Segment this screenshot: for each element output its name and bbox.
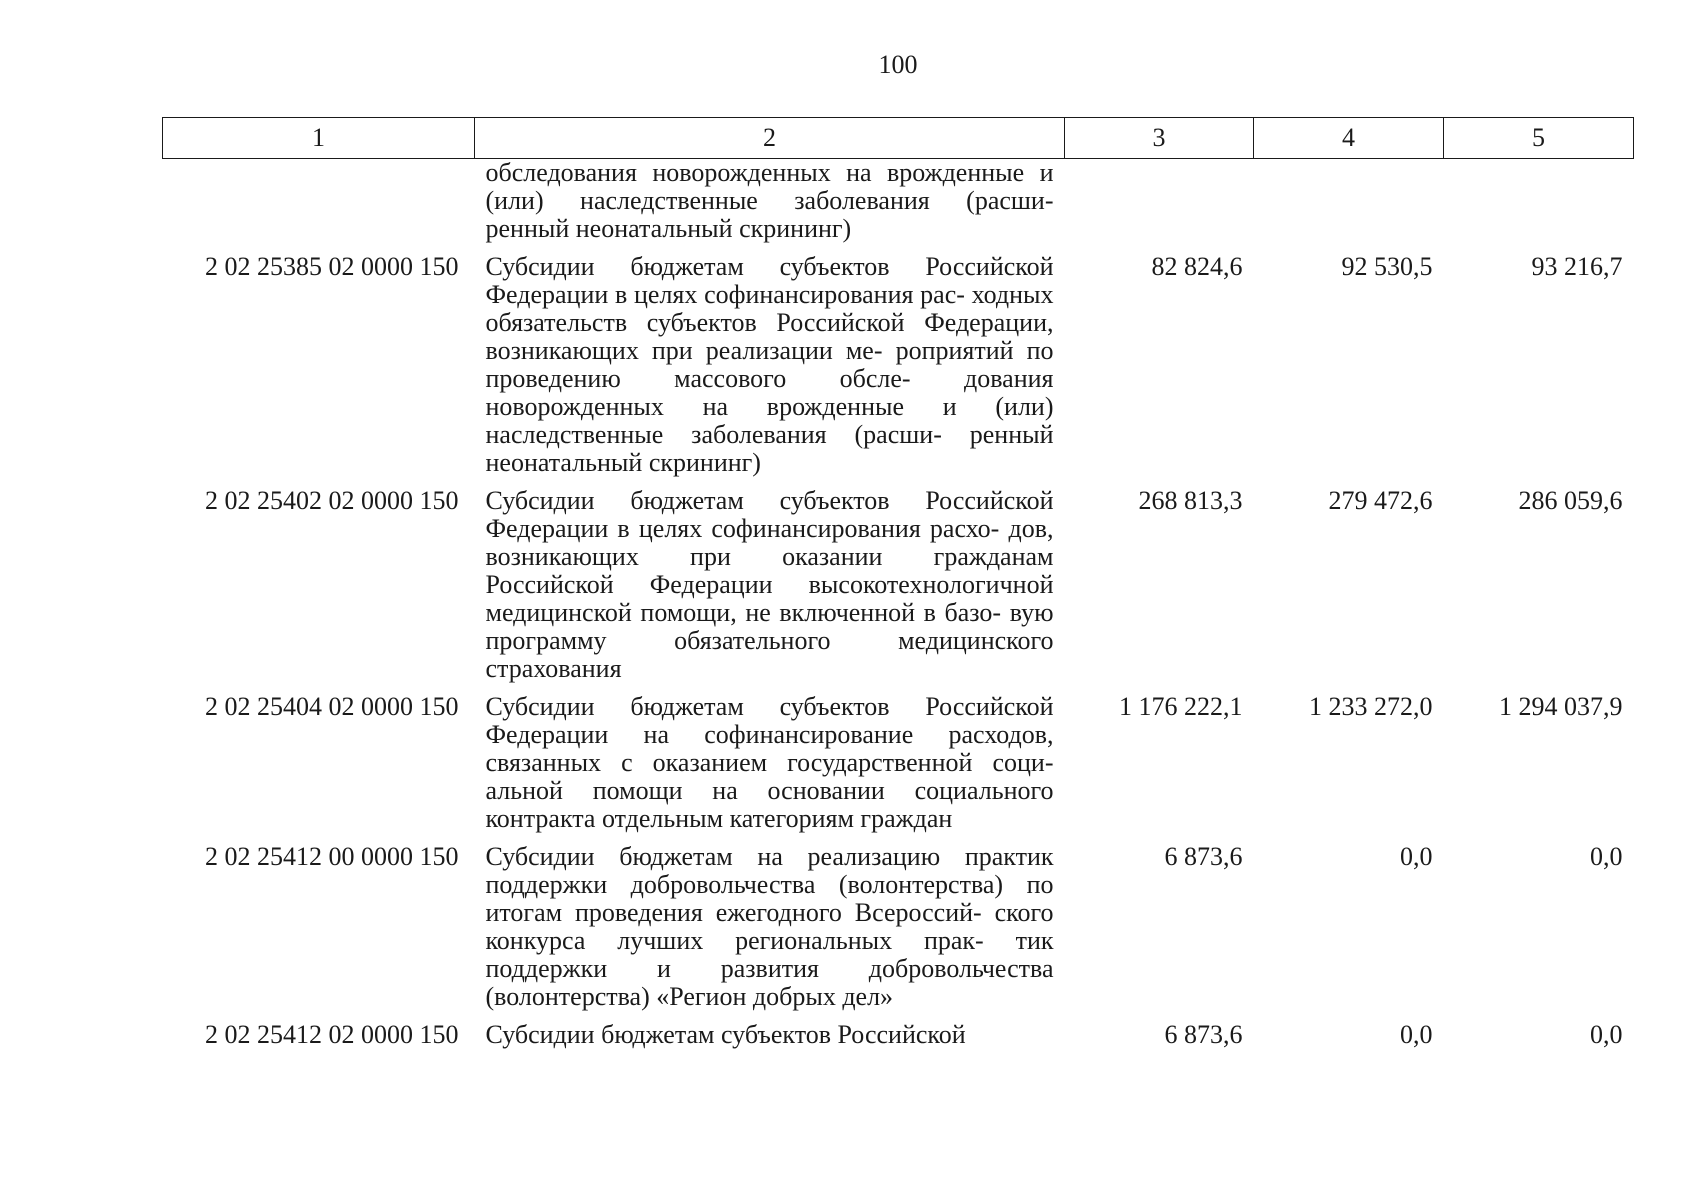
amount-column-4: 0,0 xyxy=(1400,1020,1433,1049)
description-line: контракта отдельным категориям граждан xyxy=(485,804,953,833)
amount-column-4: 1 233 272,0 xyxy=(1309,692,1433,721)
description-line: обследования новорожденных на врожденные xyxy=(485,158,1025,187)
budget-code xyxy=(163,159,475,244)
page-number: 100 xyxy=(878,50,918,79)
amount-column-4: 92 530,5 xyxy=(1341,252,1433,281)
budget-code: 2 02 25385 02 0000 150 xyxy=(205,252,459,281)
amount-column-5: 93 216,7 xyxy=(1531,252,1623,281)
budget-code: 2 02 25412 00 0000 150 xyxy=(205,842,459,871)
amount-column-3: 82 824,6 xyxy=(1151,252,1243,281)
description-line: поддержки добровольчества (волонтерства) xyxy=(485,870,1004,899)
amount-column-3: 6 873,6 xyxy=(1164,1020,1243,1049)
description-line: по итогам проведения ежегодного Всероссий- xyxy=(485,870,1054,927)
description-cell xyxy=(475,243,1065,477)
amount-column-5: 286 059,6 xyxy=(1518,486,1623,515)
description-line: Субсидии бюджетам субъектов Российской xyxy=(485,692,1054,721)
amount-column-4: 0,0 xyxy=(1400,842,1433,871)
description-line: и (или) наследственные заболевания (расши- xyxy=(485,158,1054,215)
column-header-3: 3 xyxy=(1065,118,1254,159)
column-header-5: 5 xyxy=(1444,118,1634,159)
description-line: Российской Федерации высокотехнологичной xyxy=(485,570,1054,599)
amount-column-3: 6 873,6 xyxy=(1164,842,1243,871)
description-line: роприятий по проведению массового обсле- xyxy=(485,336,1054,393)
description-line: Субсидии бюджетам на реализацию практик xyxy=(485,842,1054,871)
amount-column-4 xyxy=(1254,159,1444,244)
amount-column-5 xyxy=(1444,159,1634,244)
description-line: (или) наследственные заболевания (расши- xyxy=(485,392,1054,449)
table-body xyxy=(163,159,1634,1050)
description-line: связанных с оказанием государственной соци- xyxy=(485,748,1054,777)
budget-code: 2 02 25402 02 0000 150 xyxy=(205,486,459,515)
description-cell xyxy=(475,833,1065,1011)
description-line: ренный неонатальный скрининг) xyxy=(485,214,852,243)
amount-column-4: 279 472,6 xyxy=(1328,486,1433,515)
amount-column-3: 268 813,3 xyxy=(1138,486,1243,515)
description-line: (волонтерства) «Регион добрых дел» xyxy=(485,982,894,1011)
budget-table xyxy=(162,117,1634,1049)
description-line: ского конкурса лучших региональных прак- xyxy=(485,898,1054,955)
amount-column-5: 0,0 xyxy=(1590,842,1623,871)
column-header-2: 2 xyxy=(475,118,1065,159)
budget-code: 2 02 25412 02 0000 150 xyxy=(205,1020,459,1049)
description-line: ходных обязательств субъектов Российской xyxy=(485,280,1054,337)
amount-column-3 xyxy=(1065,159,1254,244)
description-line: Субсидии бюджетам субъектов Российской xyxy=(485,252,1054,281)
description-line: альной помощи на основании социального xyxy=(485,776,1054,805)
description-line: страхования xyxy=(485,654,622,683)
table-row xyxy=(163,243,1634,477)
description-cell xyxy=(475,159,1065,244)
table-row xyxy=(163,159,1634,244)
description-line: вую программу обязательного медицинского xyxy=(485,598,1054,655)
table-row xyxy=(163,1011,1634,1049)
description-line: Федерации в целях софинансирования расхо- xyxy=(485,514,1000,543)
table-header-row xyxy=(163,118,1634,159)
description-line: Субсидии бюджетам субъектов Российской xyxy=(485,486,1054,515)
column-header-4: 4 xyxy=(1254,118,1444,159)
column-header-1: 1 xyxy=(163,118,475,159)
table-row xyxy=(163,477,1634,683)
description-line: Федерации на софинансирование расходов, xyxy=(485,720,1054,749)
description-line: ренный неонатальный скрининг) xyxy=(485,420,1054,477)
budget-code: 2 02 25404 02 0000 150 xyxy=(205,692,459,721)
description-cell xyxy=(475,477,1065,683)
description-line: дования новорожденных на врожденные и xyxy=(485,364,1054,421)
description-line: Федерации, возникающих при реализации ме- xyxy=(485,308,1054,365)
description-line: тик поддержки и развития добровольчества xyxy=(485,926,1054,983)
amount-column-5: 1 294 037,9 xyxy=(1499,692,1623,721)
description-cell xyxy=(475,683,1065,833)
table-row xyxy=(163,833,1634,1011)
description-line: дов, возникающих при оказании гражданам xyxy=(485,514,1054,571)
description-line: Субсидии бюджетам субъектов Российской xyxy=(485,1020,966,1049)
amount-column-3: 1 176 222,1 xyxy=(1119,692,1243,721)
description-cell xyxy=(475,1011,1065,1049)
amount-column-5: 0,0 xyxy=(1590,1020,1623,1049)
description-line: Федерации в целях софинансирования рас- xyxy=(485,280,965,309)
description-line: медицинской помощи, не включенной в базо- xyxy=(485,598,1002,627)
table-row xyxy=(163,683,1634,833)
